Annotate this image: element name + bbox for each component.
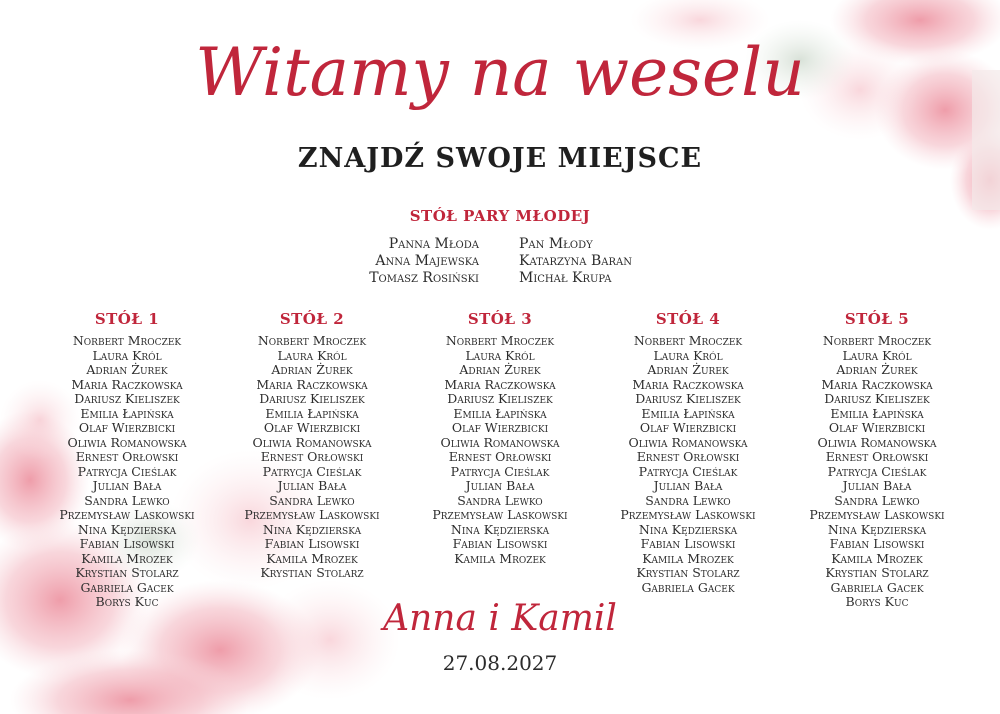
guest-name: Julian Bała [653,478,723,493]
guest-name: Nina Kędzierska [262,521,362,537]
guest-name: Gabriela Gacek [80,579,174,595]
guest-name: Krystian Stolarz [636,565,740,580]
page-subtitle: ZNAJDŹ SWOJE MIEJSCE [297,143,703,174]
guest-name: Nina Kędzierska [827,521,927,537]
table-column [410,310,590,566]
guest-name: Patrycja Cieślak [638,463,738,479]
guest-name: Dariusz Kieliszek [635,391,741,406]
guest-name: Fabian Lisowski [452,536,548,551]
guest-name: Norbert Mroczek [445,333,555,348]
couple-table-label: STÓŁ PARY MŁODEJ [409,207,591,225]
guest-name: Fabian Lisowski [640,536,736,551]
guest-name: Panna Młoda [388,236,479,252]
guest-name: Sandra Lewko [645,492,731,508]
couple-table-left-column [369,236,479,287]
guest-name: Przemysław Laskowski [244,507,380,522]
guest-name: Dariusz Kieliszek [74,391,180,406]
guest-name: Adrian Żurek [271,362,353,377]
guest-name: Adrian Żurek [647,362,729,377]
guest-name: Michał Krupa [519,270,612,286]
guest-name: Oliwia Romanowska [628,434,748,450]
guest-name: Ernest Orłowski [75,449,179,464]
guest-name: Przemysław Laskowski [809,507,945,522]
table-label: STÓŁ 4 [655,310,721,328]
couple-table-right-column [519,236,632,287]
guest-name: Julian Bała [842,478,912,493]
guest-name: Ernest Orłowski [636,449,740,464]
guest-name: Maria Raczkowska [632,376,744,392]
guest-name: Krystian Stolarz [825,565,929,580]
guest-name: Kamila Mrozek [831,550,923,566]
guest-name: Anna Majewska [375,253,479,269]
table-column [598,310,778,595]
guest-name: Przemysław Laskowski [432,507,568,522]
guest-name: Sandra Lewko [269,492,355,508]
guest-name: Julian Bała [277,478,347,493]
couple-signature: Anna i Kamil [383,598,617,639]
guest-name: Olaf Wierzbicki [639,420,737,435]
guest-name: Emilia Łapińska [641,405,735,421]
guest-name: Patrycja Cieślak [77,463,177,479]
guest-name: Olaf Wierzbicki [78,420,176,435]
guest-name: Fabian Lisowski [79,536,175,551]
guest-name: Dariusz Kieliszek [447,391,553,406]
guest-name: Katarzyna Baran [519,253,632,269]
guest-name: Maria Raczkowska [821,376,933,392]
guest-name: Oliwia Romanowska [252,434,372,450]
guest-name: Ernest Orłowski [825,449,929,464]
guest-name: Nina Kędzierska [77,521,177,537]
guest-name: Kamila Mrozek [454,550,546,566]
guest-name: Norbert Mroczek [257,333,367,348]
table-label: STÓŁ 3 [467,310,533,328]
guest-name: Nina Kędzierska [450,521,550,537]
guest-name: Ernest Orłowski [260,449,364,464]
guest-name: Sandra Lewko [457,492,543,508]
guest-name: Laura Król [465,347,535,363]
table-label: STÓŁ 5 [844,310,910,328]
guest-name: Julian Bała [465,478,535,493]
guest-name: Kamila Mrozek [266,550,358,566]
guest-name: Borys Kuc [95,594,159,609]
guest-name: Laura Król [842,347,912,363]
table-column [787,310,967,610]
guest-name: Olaf Wierzbicki [828,420,926,435]
guest-name: Borys Kuc [845,594,909,609]
guest-name: Laura Król [92,347,162,363]
wedding-date: 27.08.2027 [442,651,558,675]
guest-name: Maria Raczkowska [444,376,556,392]
guest-name: Emilia Łapińska [830,405,924,421]
guest-name: Krystian Stolarz [260,565,364,580]
guest-name: Ernest Orłowski [448,449,552,464]
guest-name: Oliwia Romanowska [67,434,187,450]
guest-name: Nina Kędzierska [638,521,738,537]
guest-name: Julian Bała [92,478,162,493]
guest-name: Tomasz Rosiński [369,270,479,286]
guest-name: Kamila Mrozek [81,550,173,566]
guest-name: Laura Król [653,347,723,363]
guest-name: Norbert Mroczek [822,333,932,348]
guest-name: Maria Raczkowska [256,376,368,392]
guest-name: Norbert Mroczek [633,333,743,348]
guest-name: Dariusz Kieliszek [824,391,930,406]
table-label: STÓŁ 1 [94,310,160,328]
guest-name: Emilia Łapińska [265,405,359,421]
guest-name: Adrian Żurek [459,362,541,377]
guest-name: Oliwia Romanowska [440,434,560,450]
guest-name: Patrycja Cieślak [262,463,362,479]
guest-name: Laura Król [277,347,347,363]
guest-name: Przemysław Laskowski [620,507,756,522]
guest-name: Patrycja Cieślak [827,463,927,479]
guest-name: Gabriela Gacek [830,579,924,595]
guest-name: Dariusz Kieliszek [259,391,365,406]
guest-name: Fabian Lisowski [264,536,360,551]
guest-name: Adrian Żurek [836,362,918,377]
guest-name: Przemysław Laskowski [59,507,195,522]
guest-name: Maria Raczkowska [71,376,183,392]
guest-name: Olaf Wierzbicki [451,420,549,435]
guest-name: Pan Młody [519,236,593,252]
page-title: Witamy na weselu [195,34,805,111]
guest-name: Patrycja Cieślak [450,463,550,479]
table-column [222,310,402,581]
guest-name: Emilia Łapińska [453,405,547,421]
guest-name: Krystian Stolarz [75,565,179,580]
guest-name: Emilia Łapińska [80,405,174,421]
table-column [37,310,217,610]
guest-name: Norbert Mroczek [72,333,182,348]
guest-name: Oliwia Romanowska [817,434,937,450]
guest-name: Fabian Lisowski [829,536,925,551]
guest-name: Gabriela Gacek [641,579,735,595]
guest-name: Olaf Wierzbicki [263,420,361,435]
guest-name: Sandra Lewko [84,492,170,508]
guest-name: Kamila Mrozek [642,550,734,566]
table-label: STÓŁ 2 [279,310,345,328]
guest-name: Sandra Lewko [834,492,920,508]
guest-name: Adrian Żurek [86,362,168,377]
